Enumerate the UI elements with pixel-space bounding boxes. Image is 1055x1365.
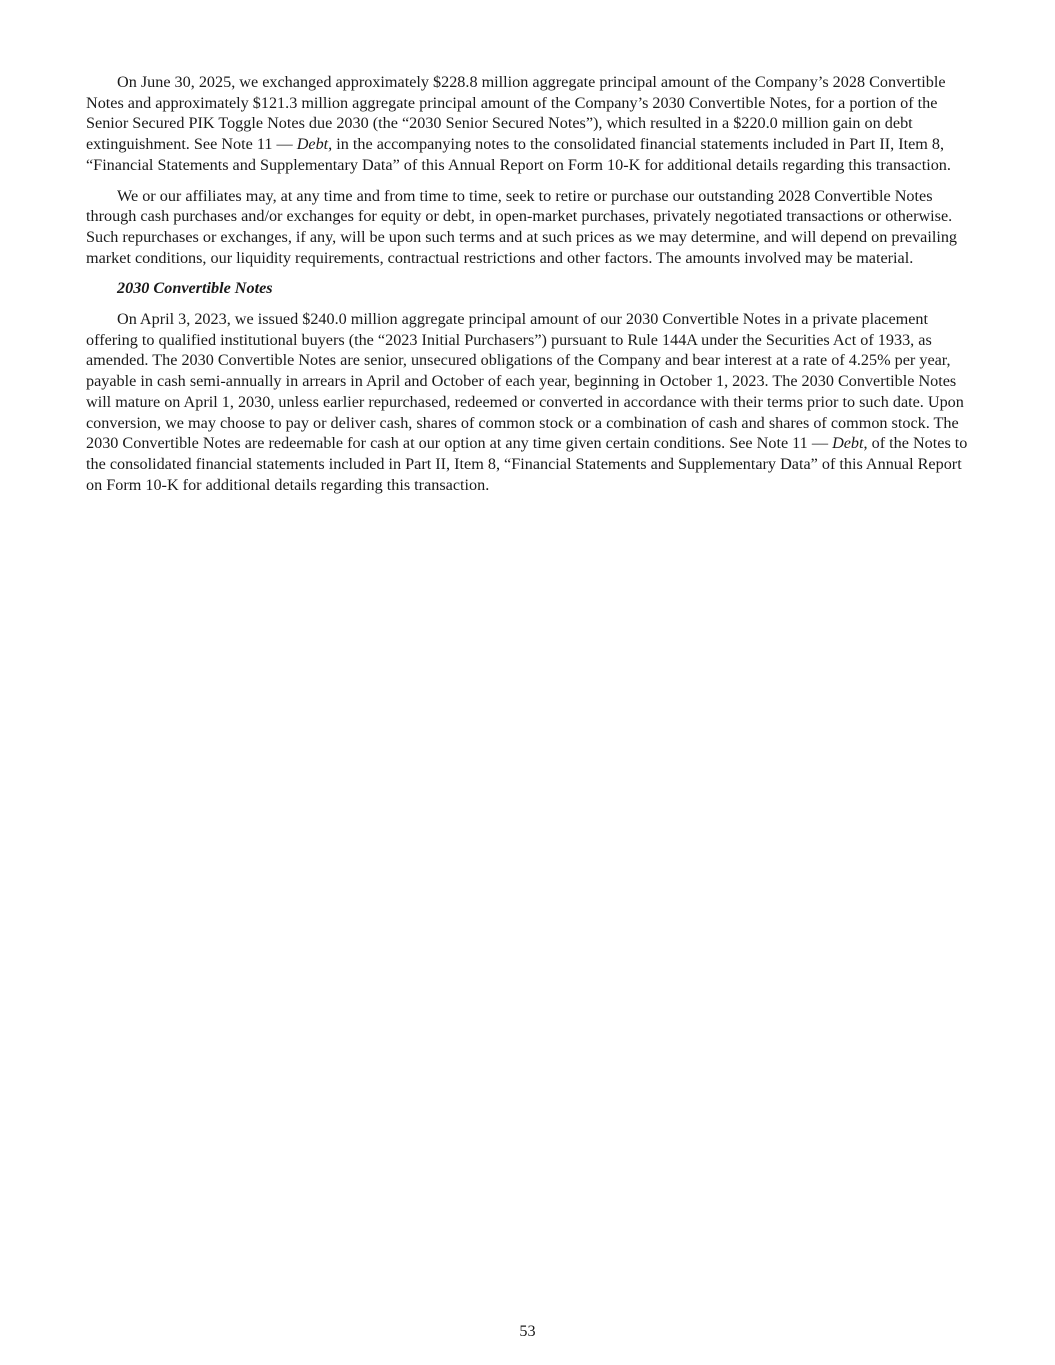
exchange-paragraph-text-end: in the accompanying notes to the consolidated financial statements included in Part II, Item 8, “Financial Statements and Supplementary Data” of this Annual Report on Form 10-K for additional details regarding this transaction.	[86, 135, 951, 174]
debt-reference: Debt,	[296, 135, 333, 154]
issuance-paragraph-text-end: , of the Notes to the consolidated financial statements included in Part II, Item 8, “Financial Statements and Supplementary Data” of this Annual Report on Form 10-K for additional details regarding this transaction.	[86, 434, 968, 494]
issuance-paragraph-text: On April 3, 2023, we issued $240.0 million aggregate principal amount of our 2030 Convertible Notes in a private placement offering to qualified institutional buyers (the “2023 Initial Purchasers”) pursuant to Rule 144A under the Securities Act of 1933, as amended. The 2030 Convertible Notes are senior, unsecured obligations of the Company and bear interest at a rate of 4.25% per year, payable in cash semi-annually in arrears in April and October of each year, beginning in October 1, 2023. The 2030 Convertible Notes will mature on April 1, 2030, unless earlier repurchased, redeemed or converted in accordance with their terms prior to such date. Upon conversion, we may choose to pay or deliver cash, shares of common stock or a combination of cash and shares of common stock. The 2030 Convertible Notes are redeemable for cash at our option at any time given certain conditions. See Note 11 —	[86, 310, 964, 453]
document-body	[86, 72, 970, 505]
debt-reference-2: Debt	[832, 434, 864, 453]
section-heading: 2030 Convertible Notes	[117, 279, 273, 298]
exchange-paragraph	[86, 72, 970, 176]
page-number: 53	[519, 1322, 536, 1340]
issuance-paragraph	[86, 309, 970, 495]
repurchase-paragraph: We or our affiliates may, at any time and from time to time, seek to retire or purchase our outstanding 2028 Convertible Notes through cash purchases and/or exchanges for equity or debt, in open-market purchases, privately negotiated transactions or otherwise. Such repurchases or exchanges, if any, will be upon such terms and at such prices as we may determine, and will depend on prevailing market conditions, our liquidity requirements, contractual restrictions and other factors. The amounts involved may be material.	[86, 186, 958, 267]
exchange-paragraph-text: On June 30, 2025, we exchanged approximately $228.8 million aggregate principal amount of the Company’s 2028 Convertible Notes and approximately $121.3 million aggregate principal amount of the Company’s 2030 Convertible Notes, for a portion of the Senior Secured PIK Toggle Notes due 2030 (the “2030 Senior Secured Notes”), which resulted in a $220.0 million gain on debt extinguishment. See Note 11 —	[86, 73, 946, 154]
